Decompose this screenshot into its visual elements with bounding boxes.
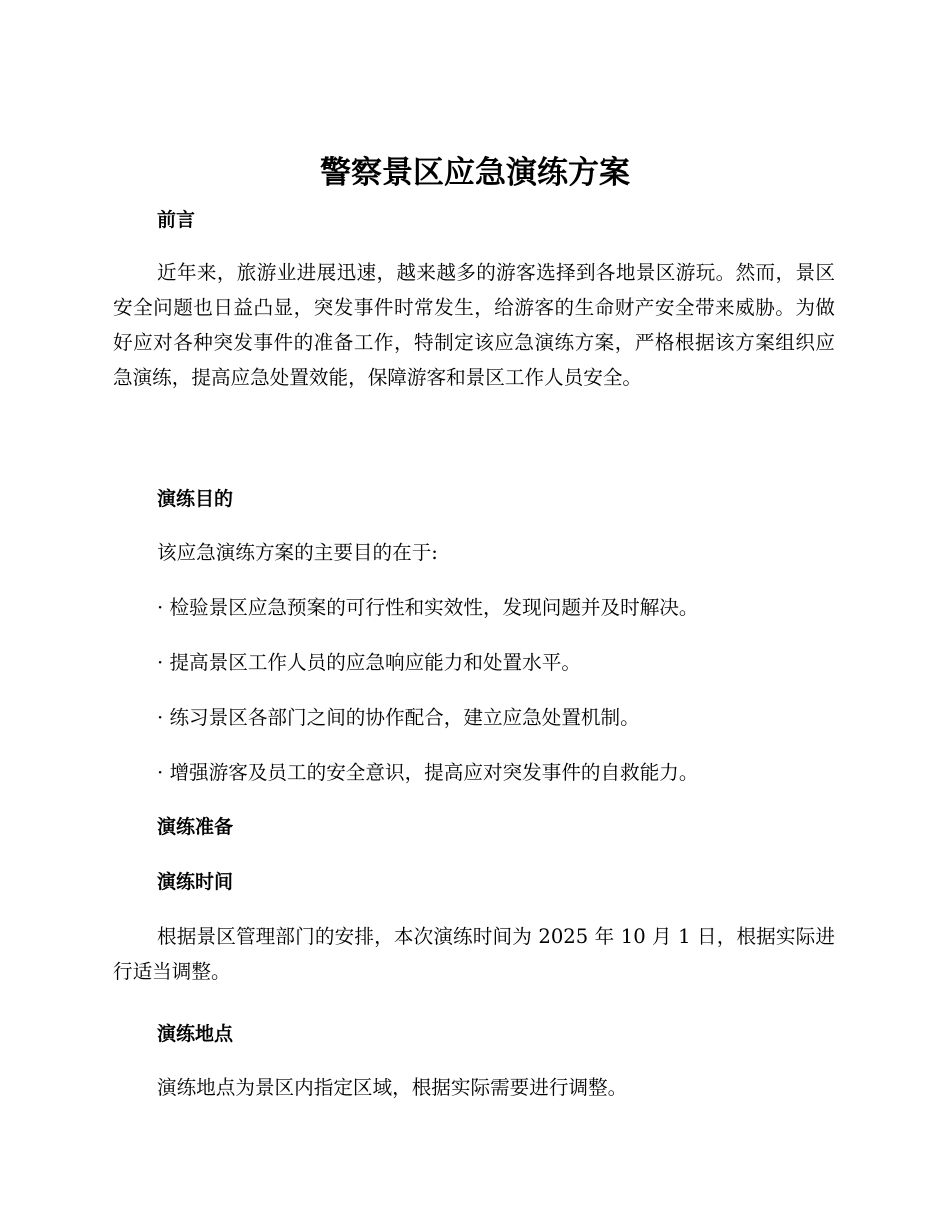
purpose-bullet-4: · 增强游客及员工的安全意识，提高应对突发事件的自救能力。 [157,761,699,784]
document-title: 警察景区应急演练方案 [320,155,630,191]
purpose-intro: 该应急演练方案的主要目的在于: [157,541,438,564]
preface-paragraph: 近年来，旅游业进展迅速，越来越多的游客选择到各地景区游玩。然而，景区安全问题也日益凸显，突发事件时常发生，给游客的生命财产安全带来威胁。为做好应对各种突发事件的准备工作，特制定该应急演练方案，严格根据该方案组织应急演练，提高应急处置效能，保障游客和景区工作人员安全。 [113,261,835,389]
heading-purpose: 演练目的 [157,488,234,510]
purpose-bullet-1: · 检验景区应急预案的可行性和实效性，发现问题并及时解决。 [157,596,699,619]
heading-time: 演练时间 [157,871,234,893]
time-paragraph: 根据景区管理部门的安排，本次演练时间为 2025 年 10 月 1 日，根据实际进行适当调整。 [113,925,835,983]
heading-preface: 前言 [157,209,196,231]
location-paragraph: 演练地点为景区内指定区域，根据实际需要进行调整。 [157,1076,628,1099]
heading-preparation: 演练准备 [157,816,234,838]
purpose-bullet-3: · 练习景区各部门之间的协作配合，建立应急处置机制。 [157,706,640,729]
purpose-bullet-2: · 提高景区工作人员的应急响应能力和处置水平。 [157,651,581,674]
heading-location: 演练地点 [157,1023,234,1045]
